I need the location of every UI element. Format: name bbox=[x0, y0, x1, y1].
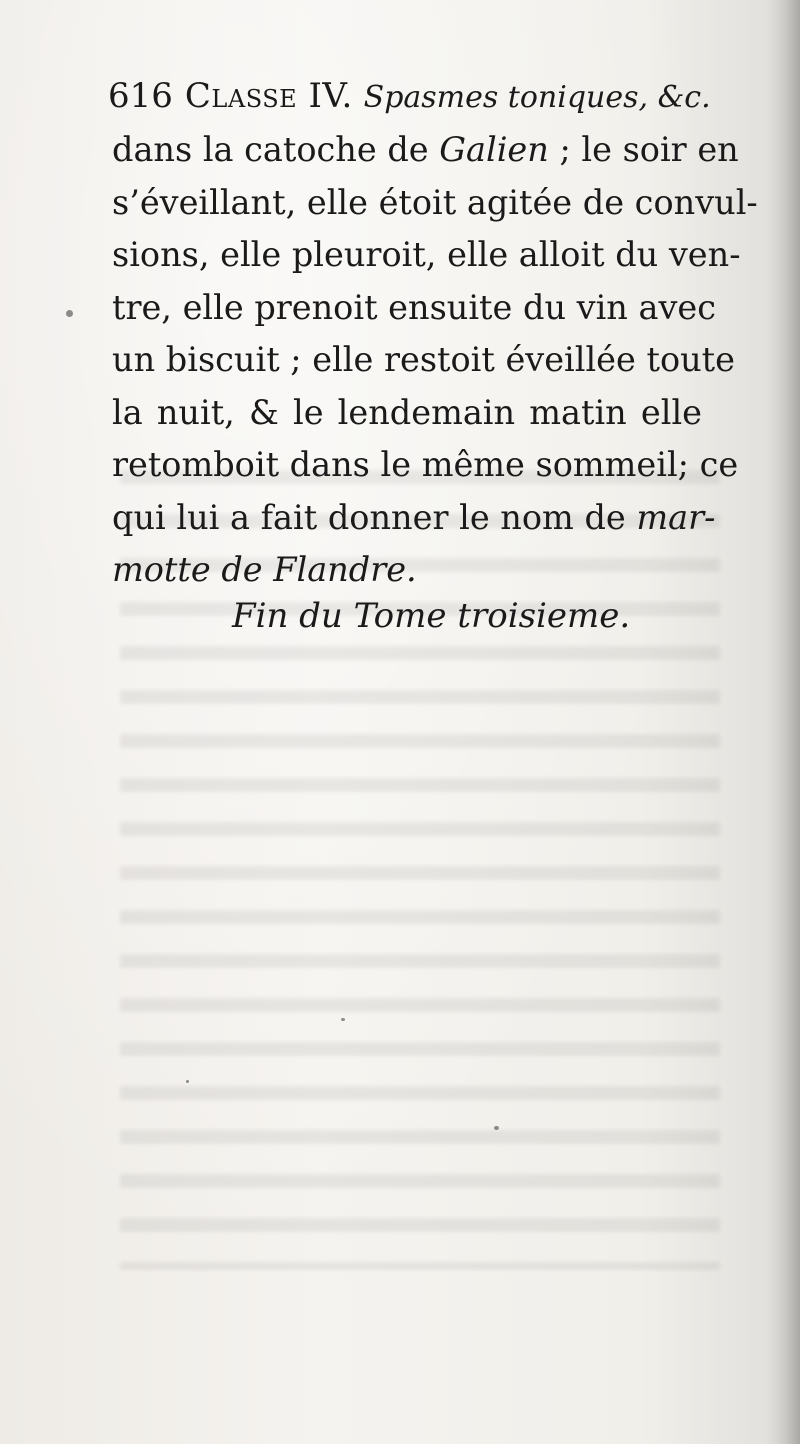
text-line: qui lui a fait donner le nom de mar- bbox=[112, 497, 716, 537]
paper-speck bbox=[341, 1018, 345, 1021]
text-line: la nuit, & le lendemain matin elle bbox=[112, 392, 702, 432]
text-line: s’éveillant, elle étoit agitée de convul- bbox=[112, 182, 758, 222]
text-line: retomboit dans le même sommeil; ce bbox=[112, 445, 739, 484]
text-line: un biscuit ; elle restoit éveillée toute bbox=[112, 340, 735, 379]
body-text bbox=[112, 124, 758, 597]
header-running-title: Spasmes toniques, &c. bbox=[363, 80, 711, 115]
text-line: sions, elle pleuroit, elle alloit du ven- bbox=[112, 235, 741, 274]
paper-speck bbox=[186, 1080, 189, 1083]
header-classe: Classe IV. bbox=[184, 76, 353, 116]
paper-speck bbox=[66, 310, 73, 317]
text-line: motte de Flandre. bbox=[112, 550, 417, 589]
text-line: dans la catoche de Galien ; le soir en bbox=[112, 130, 739, 169]
page-number: 616 bbox=[108, 76, 173, 116]
page-edge-shadow bbox=[766, 0, 800, 1444]
text-line: tre, elle prenoit ensuite du vin avec bbox=[112, 287, 717, 327]
paper-speck bbox=[494, 1126, 499, 1130]
running-header bbox=[108, 70, 711, 122]
closing-line: Fin du Tome troisieme. bbox=[232, 596, 631, 636]
